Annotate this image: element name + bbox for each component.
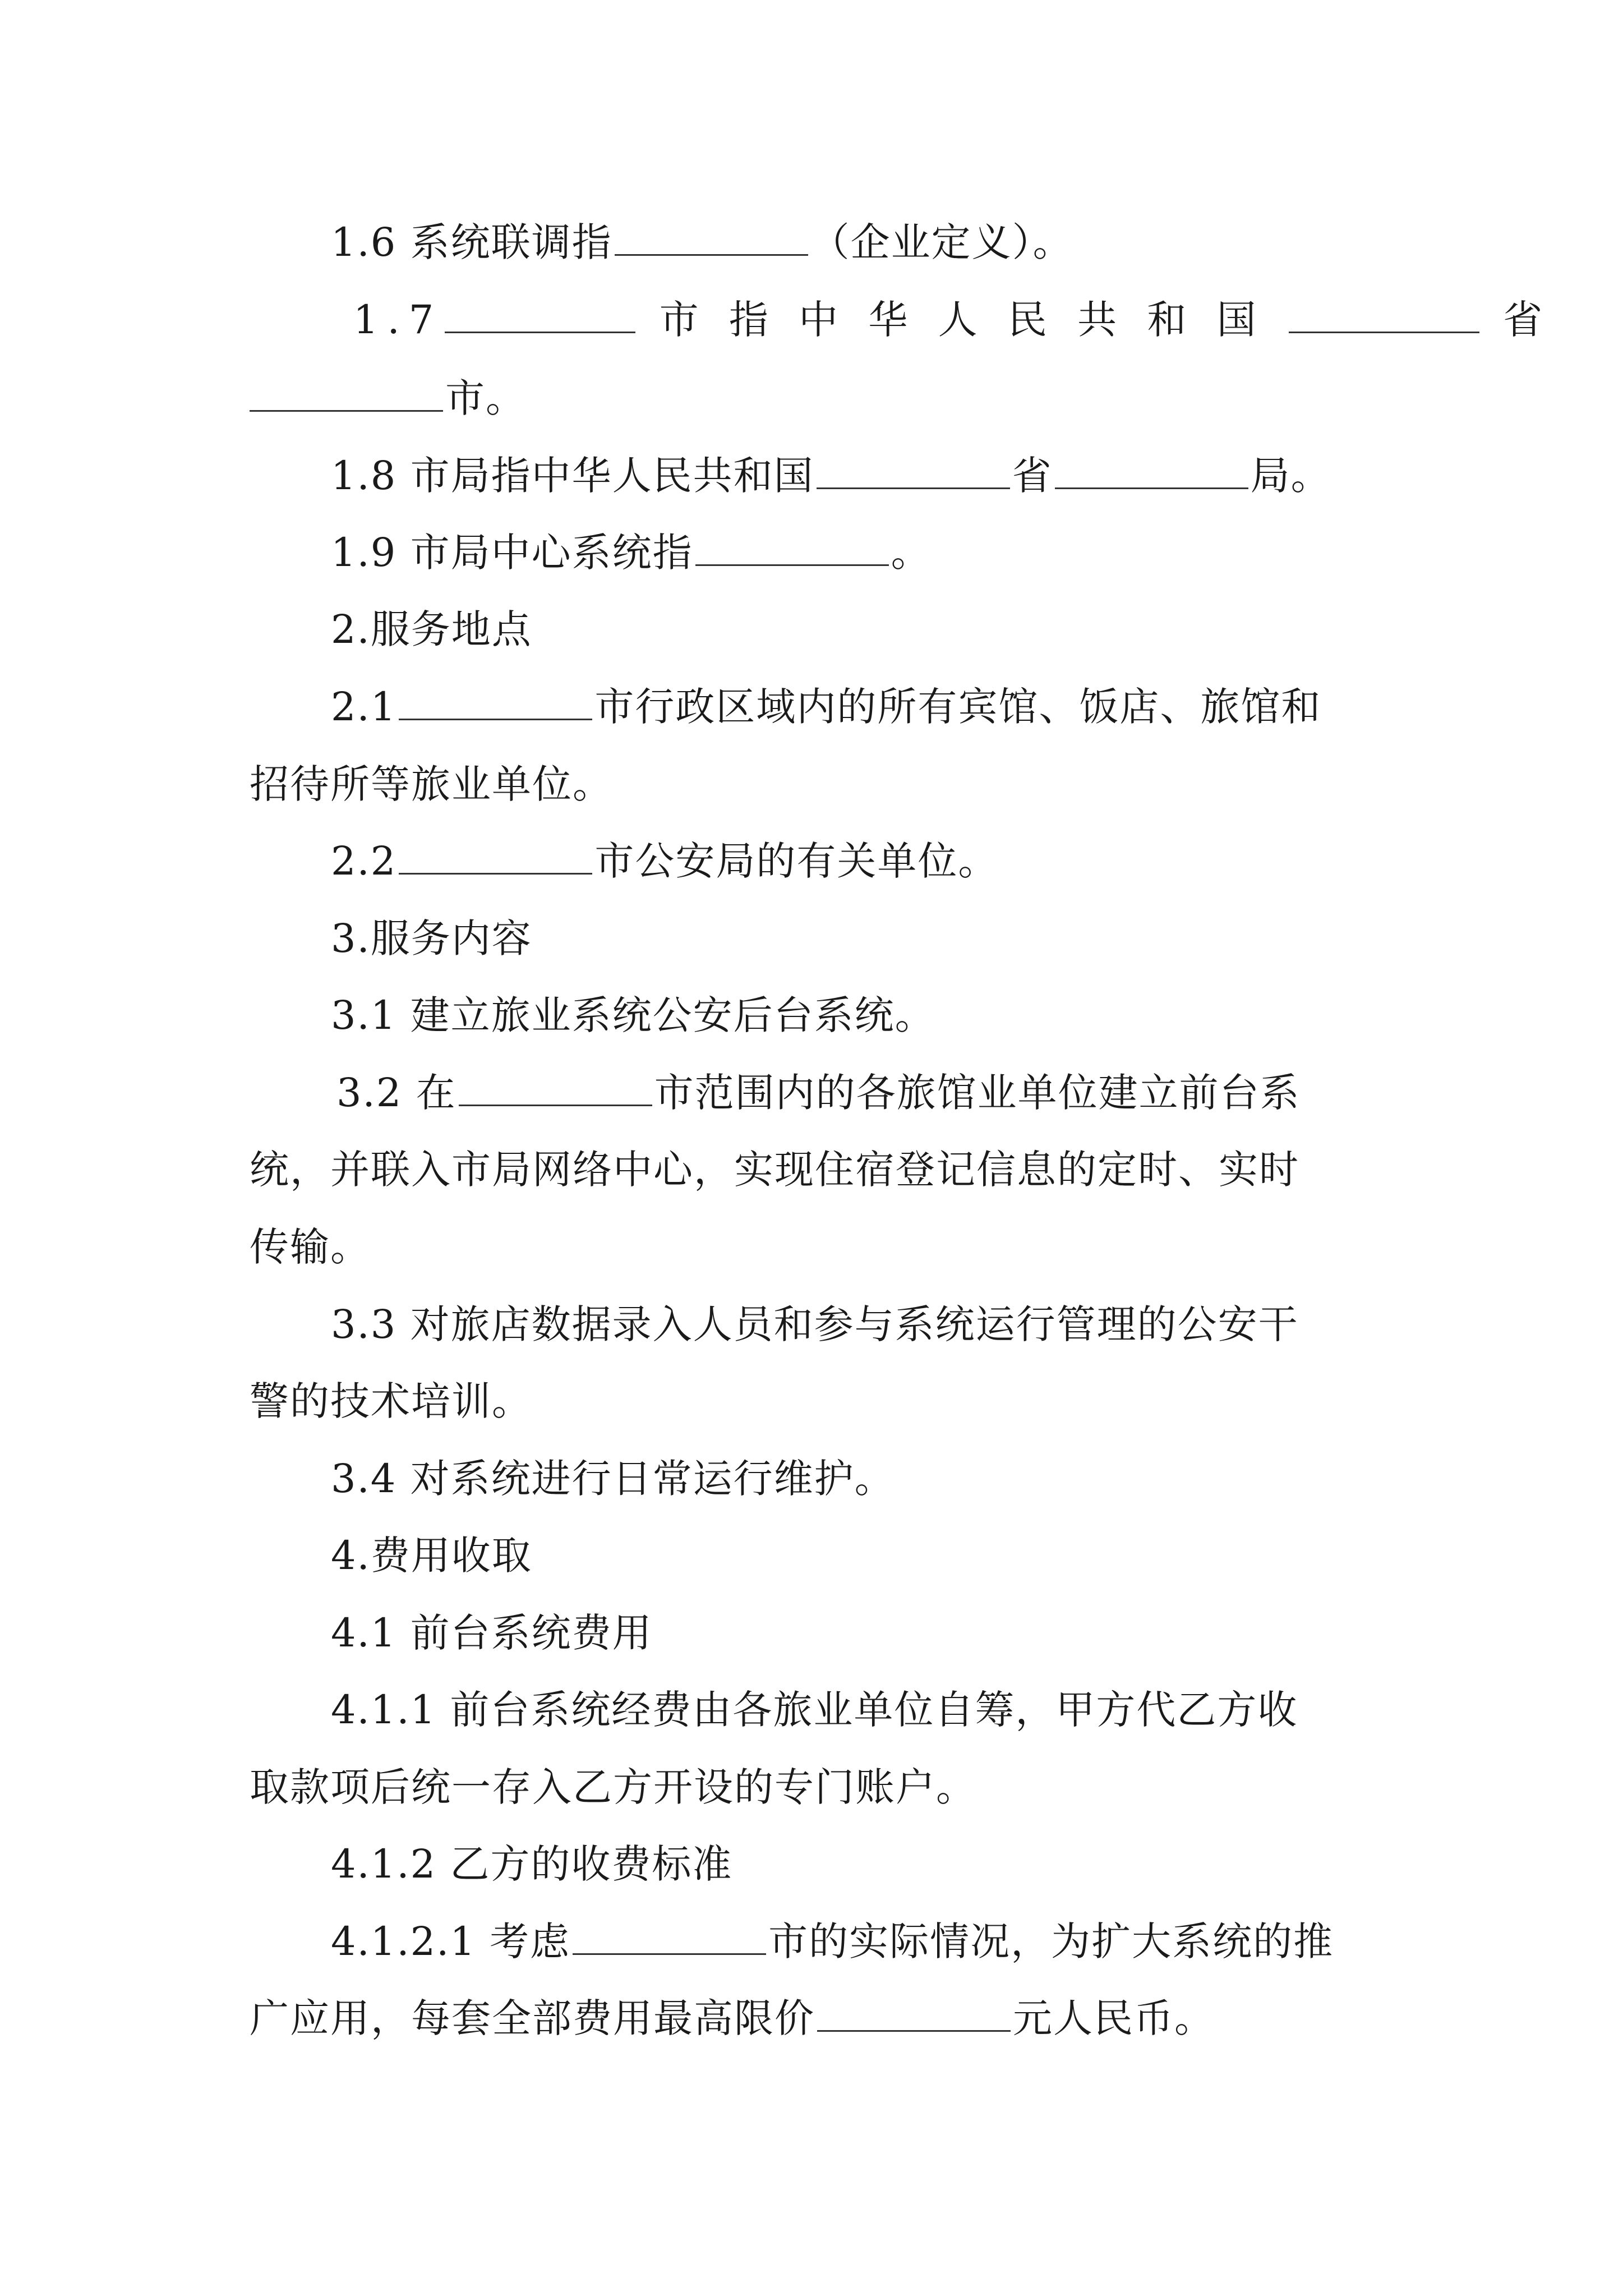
clause-text: 4.1.2.1 考虑 (331, 1918, 571, 1964)
fill-in-blank[interactable] (399, 685, 592, 720)
clause-text: 4.费用收取 (331, 1533, 532, 1579)
clause-text: 传输。 (250, 1224, 371, 1270)
clause-text: 广应用，每套全部费用最高限价 (250, 1995, 815, 2041)
clause-text: 1.6 系统联调指 (331, 219, 612, 265)
clause-text: 局。 (1250, 453, 1331, 499)
clause-3-2 (336, 1068, 1388, 1118)
fill-in-blank[interactable] (573, 1920, 766, 1955)
clause-3-4 (331, 1453, 1469, 1504)
clause-text: 市。 (445, 375, 526, 421)
clause-text: 1.8 市局指中华人民共和国 (331, 453, 814, 499)
clause-4-1-1 (331, 1685, 1388, 1735)
clause-2-2 (331, 836, 1469, 886)
clause-text: 市范围内的各旅馆业单位建立前台系 (654, 1070, 1301, 1116)
clause-text: 省 (1481, 297, 1552, 343)
fill-in-blank[interactable] (459, 1071, 652, 1106)
clause-3-3 (331, 1299, 1388, 1350)
clause-1-8 (331, 450, 1469, 501)
clause-1-7-continued (250, 373, 1388, 424)
clause-text: 1.9 市局中心系统指 (331, 530, 693, 576)
clause-3-1 (331, 990, 1469, 1041)
clause-1-7 (353, 295, 1552, 345)
fill-in-blank[interactable] (250, 376, 443, 412)
clause-4-1-2 (331, 1839, 1469, 1889)
clause-text: 4.1.1 前台系统经费由各旅业单位自筹，甲方代乙方收 (331, 1687, 1298, 1733)
clause-text: 市行政区域内的所有宾馆、饭店、旅馆和 (594, 684, 1322, 730)
clause-4-1-2-1 (331, 1916, 1388, 1967)
clause-text: 取款项后统一存入乙方开设的专门账户。 (250, 1764, 976, 1810)
fill-in-blank[interactable] (1055, 454, 1248, 489)
clause-text: 市 指 中 华 人 民 共 和 国 (638, 297, 1287, 343)
clause-text: （企业定义）。 (810, 219, 1073, 265)
clause-2-1 (331, 682, 1388, 732)
fill-in-blank[interactable] (615, 220, 808, 256)
fill-in-blank[interactable] (695, 531, 889, 566)
clause-text: 统，并联入市局网络中心，实现住宿登记信息的定时、实时 (250, 1147, 1299, 1193)
fill-in-blank[interactable] (817, 454, 1010, 489)
clause-4-1 (331, 1608, 1469, 1658)
clause-3-2-continued (250, 1144, 1388, 1195)
clause-text: 3.1 建立旅业系统公安后台系统。 (331, 992, 935, 1038)
clause-text: 市的实际情况，为扩大系统的推 (768, 1918, 1334, 1964)
clause-text: 市公安局的有关单位。 (594, 838, 999, 884)
clause-text: 警的技术培训。 (250, 1378, 532, 1424)
clause-1-6 (331, 217, 1469, 268)
fill-in-blank[interactable] (1289, 298, 1479, 333)
fill-in-blank[interactable] (445, 298, 635, 333)
clause-text: 3.4 对系统进行日常运行维护。 (331, 1456, 895, 1502)
clause-text: 2.1 (331, 684, 397, 730)
section-3-heading (331, 913, 1469, 964)
clause-text: 3.2 在 (336, 1070, 457, 1116)
clause-text: 。 (891, 530, 932, 576)
clause-2-1-continued (250, 759, 1388, 809)
clause-text: 招待所等旅业单位。 (250, 761, 613, 807)
fill-in-blank[interactable] (399, 839, 592, 875)
clause-1-9 (331, 527, 1469, 578)
clause-text: 省 (1012, 453, 1053, 499)
section-2-heading (331, 604, 1469, 655)
clause-text: 元人民币。 (1013, 1995, 1215, 2041)
clause-4-1-2-1-continued (250, 1993, 1388, 2044)
clause-4-1-1-continued (250, 1762, 1388, 1812)
clause-text: 4.1 前台系统费用 (331, 1610, 653, 1656)
clause-text: 2.服务地点 (331, 606, 532, 652)
clause-3-3-continued (250, 1376, 1388, 1427)
clause-text: 3.3 对旅店数据录入人员和参与系统运行管理的公安干 (331, 1301, 1299, 1347)
clause-3-2-continued (250, 1222, 1388, 1272)
clause-text: 2.2 (331, 838, 397, 884)
clause-text: 1.7 (353, 297, 443, 343)
fill-in-blank[interactable] (817, 1996, 1011, 2032)
clause-text: 4.1.2 乙方的收费标准 (331, 1841, 733, 1887)
clause-text: 3.服务内容 (331, 915, 532, 961)
section-4-heading (331, 1530, 1469, 1581)
